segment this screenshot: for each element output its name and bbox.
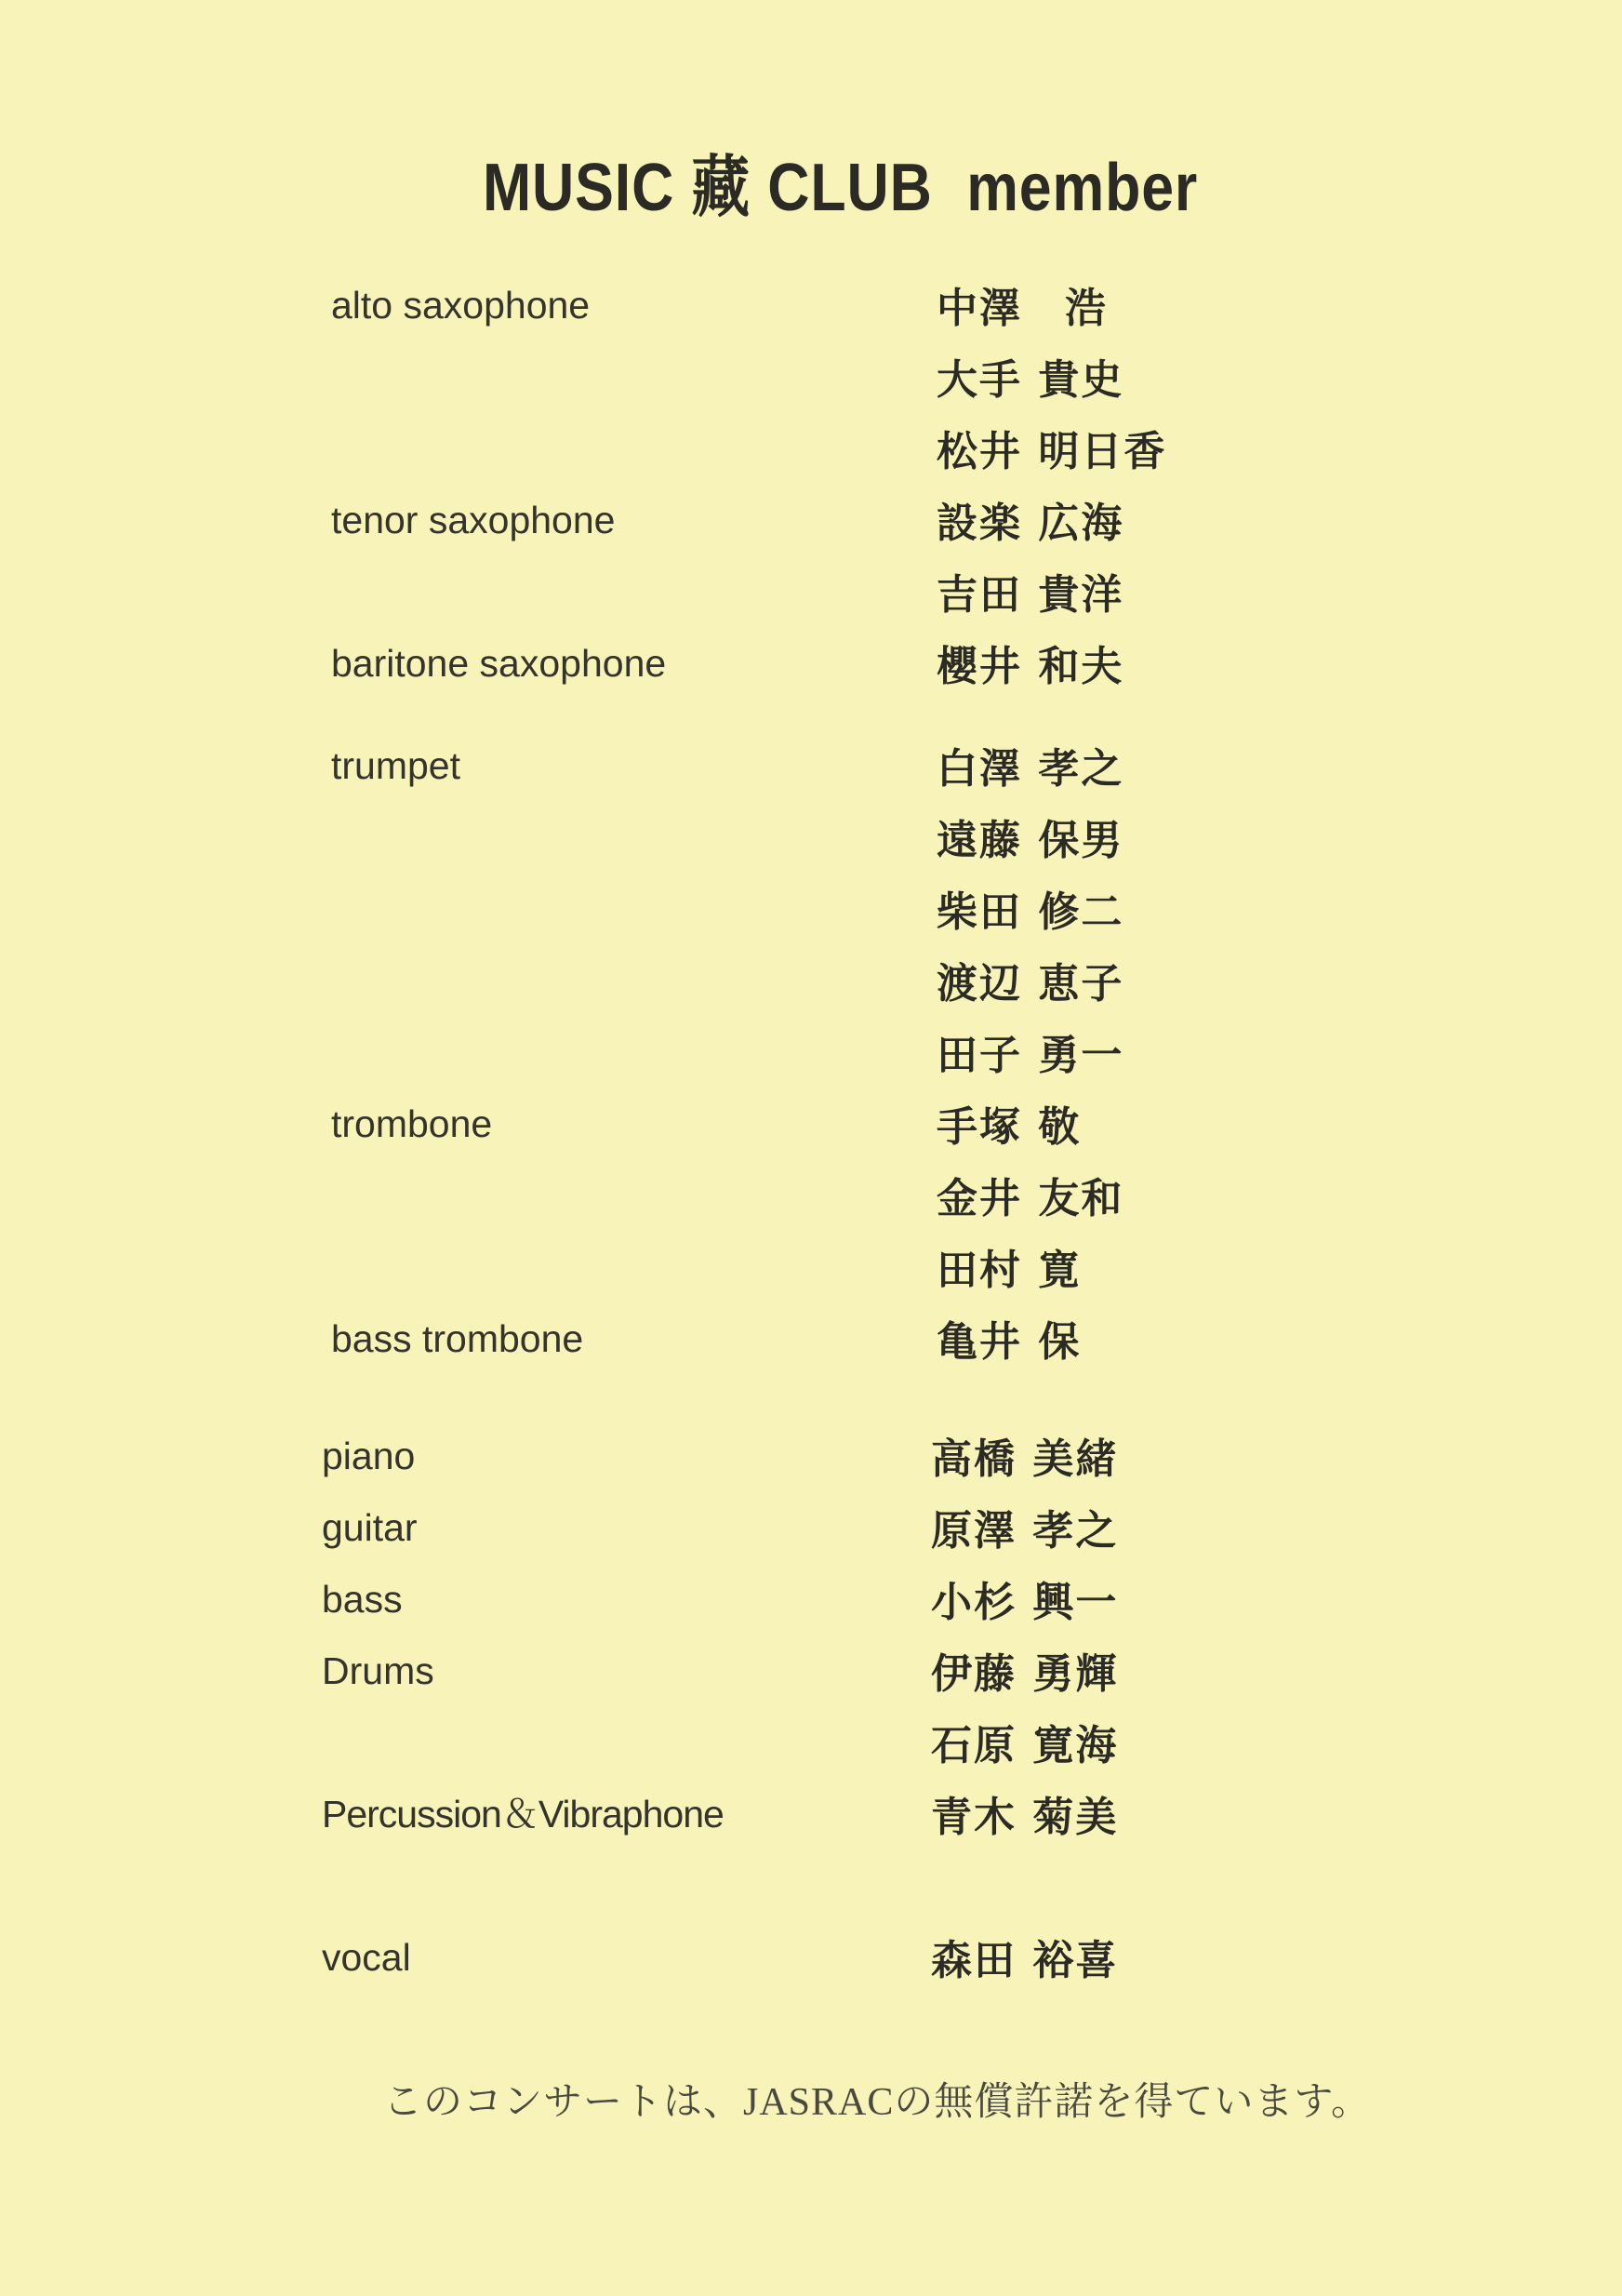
member-name: 伊藤 勇輝 (931, 1650, 1119, 1698)
page-title: MUSIC 藏 CLUB member (483, 151, 1199, 225)
member-name: 櫻井 和夫 (937, 643, 1124, 690)
section-bass (0, 1567, 1622, 1638)
instrument-label: alto saxophone (331, 284, 591, 327)
instrument-label: baritone saxophone (331, 642, 667, 685)
member-name: 中澤 浩 (937, 285, 1108, 332)
member-name: 柴田 修二 (937, 888, 1124, 936)
member-list (937, 487, 1622, 631)
section-percussion-vibraphone (0, 1782, 1622, 1853)
member-name: 高橋 美緒 (931, 1435, 1119, 1483)
instrument-label: piano (322, 1435, 416, 1477)
section-alto-saxophone (0, 273, 1622, 487)
member-name: 原澤 孝之 (931, 1507, 1119, 1555)
member-list (931, 1925, 1622, 1996)
member-list (937, 273, 1622, 487)
instrument-label: bass (322, 1578, 403, 1621)
section-vocal (0, 1925, 1622, 1996)
section-piano (0, 1423, 1622, 1495)
section-tenor-saxophone (0, 487, 1622, 631)
member-name: 田村 寛 (937, 1247, 1082, 1294)
member-name: 白澤 孝之 (937, 745, 1124, 793)
member-list (931, 1495, 1622, 1567)
member-list (937, 733, 1622, 1091)
member-list (937, 631, 1622, 702)
member-list (937, 1091, 1622, 1306)
member-list (937, 1306, 1622, 1378)
instrument-label: tenor saxophone (331, 499, 616, 541)
member-roster (0, 273, 1622, 1996)
instrument-label: bass trombone (331, 1317, 584, 1360)
instrument-label: Drums (322, 1649, 434, 1692)
member-name: 小杉 興一 (931, 1579, 1119, 1626)
member-name: 石原 寛海 (931, 1722, 1119, 1769)
section-guitar (0, 1495, 1622, 1567)
member-list (931, 1782, 1622, 1853)
section-trombone (0, 1091, 1622, 1306)
member-name: 手塚 敬 (937, 1103, 1082, 1151)
instrument-label: trumpet (331, 744, 460, 787)
instrument-label: trombone (331, 1102, 493, 1145)
instrument-label: vocal (322, 1936, 411, 1979)
member-name: 田子 勇一 (937, 1032, 1124, 1079)
member-name: 森田 裕喜 (931, 1937, 1119, 1984)
section-trumpet (0, 733, 1622, 1091)
member-name: 金井 友和 (937, 1175, 1124, 1222)
member-list (931, 1567, 1622, 1638)
instrument-label: Percussion＆Vibraphone (322, 1793, 724, 1835)
member-name: 吉田 貴洋 (937, 571, 1124, 619)
member-name: 渡辺 恵子 (937, 960, 1124, 1008)
instrument-label: guitar (322, 1506, 418, 1549)
section-drums (0, 1638, 1622, 1782)
member-name: 大手 貴史 (937, 356, 1124, 404)
member-name: 青木 菊美 (931, 1794, 1119, 1841)
member-name: 設楽 広海 (937, 500, 1124, 547)
section-baritone-saxophone (0, 631, 1622, 702)
member-list (931, 1423, 1622, 1495)
member-name: 松井 明日香 (937, 428, 1167, 475)
member-name: 遠藤 保男 (937, 817, 1124, 864)
member-list (931, 1638, 1622, 1782)
member-name: 亀井 保 (937, 1318, 1082, 1366)
jasrac-notice: このコンサートは、JASRACの無償許諾を得ています。 (383, 2081, 1372, 2124)
section-bass-trombone (0, 1306, 1622, 1378)
